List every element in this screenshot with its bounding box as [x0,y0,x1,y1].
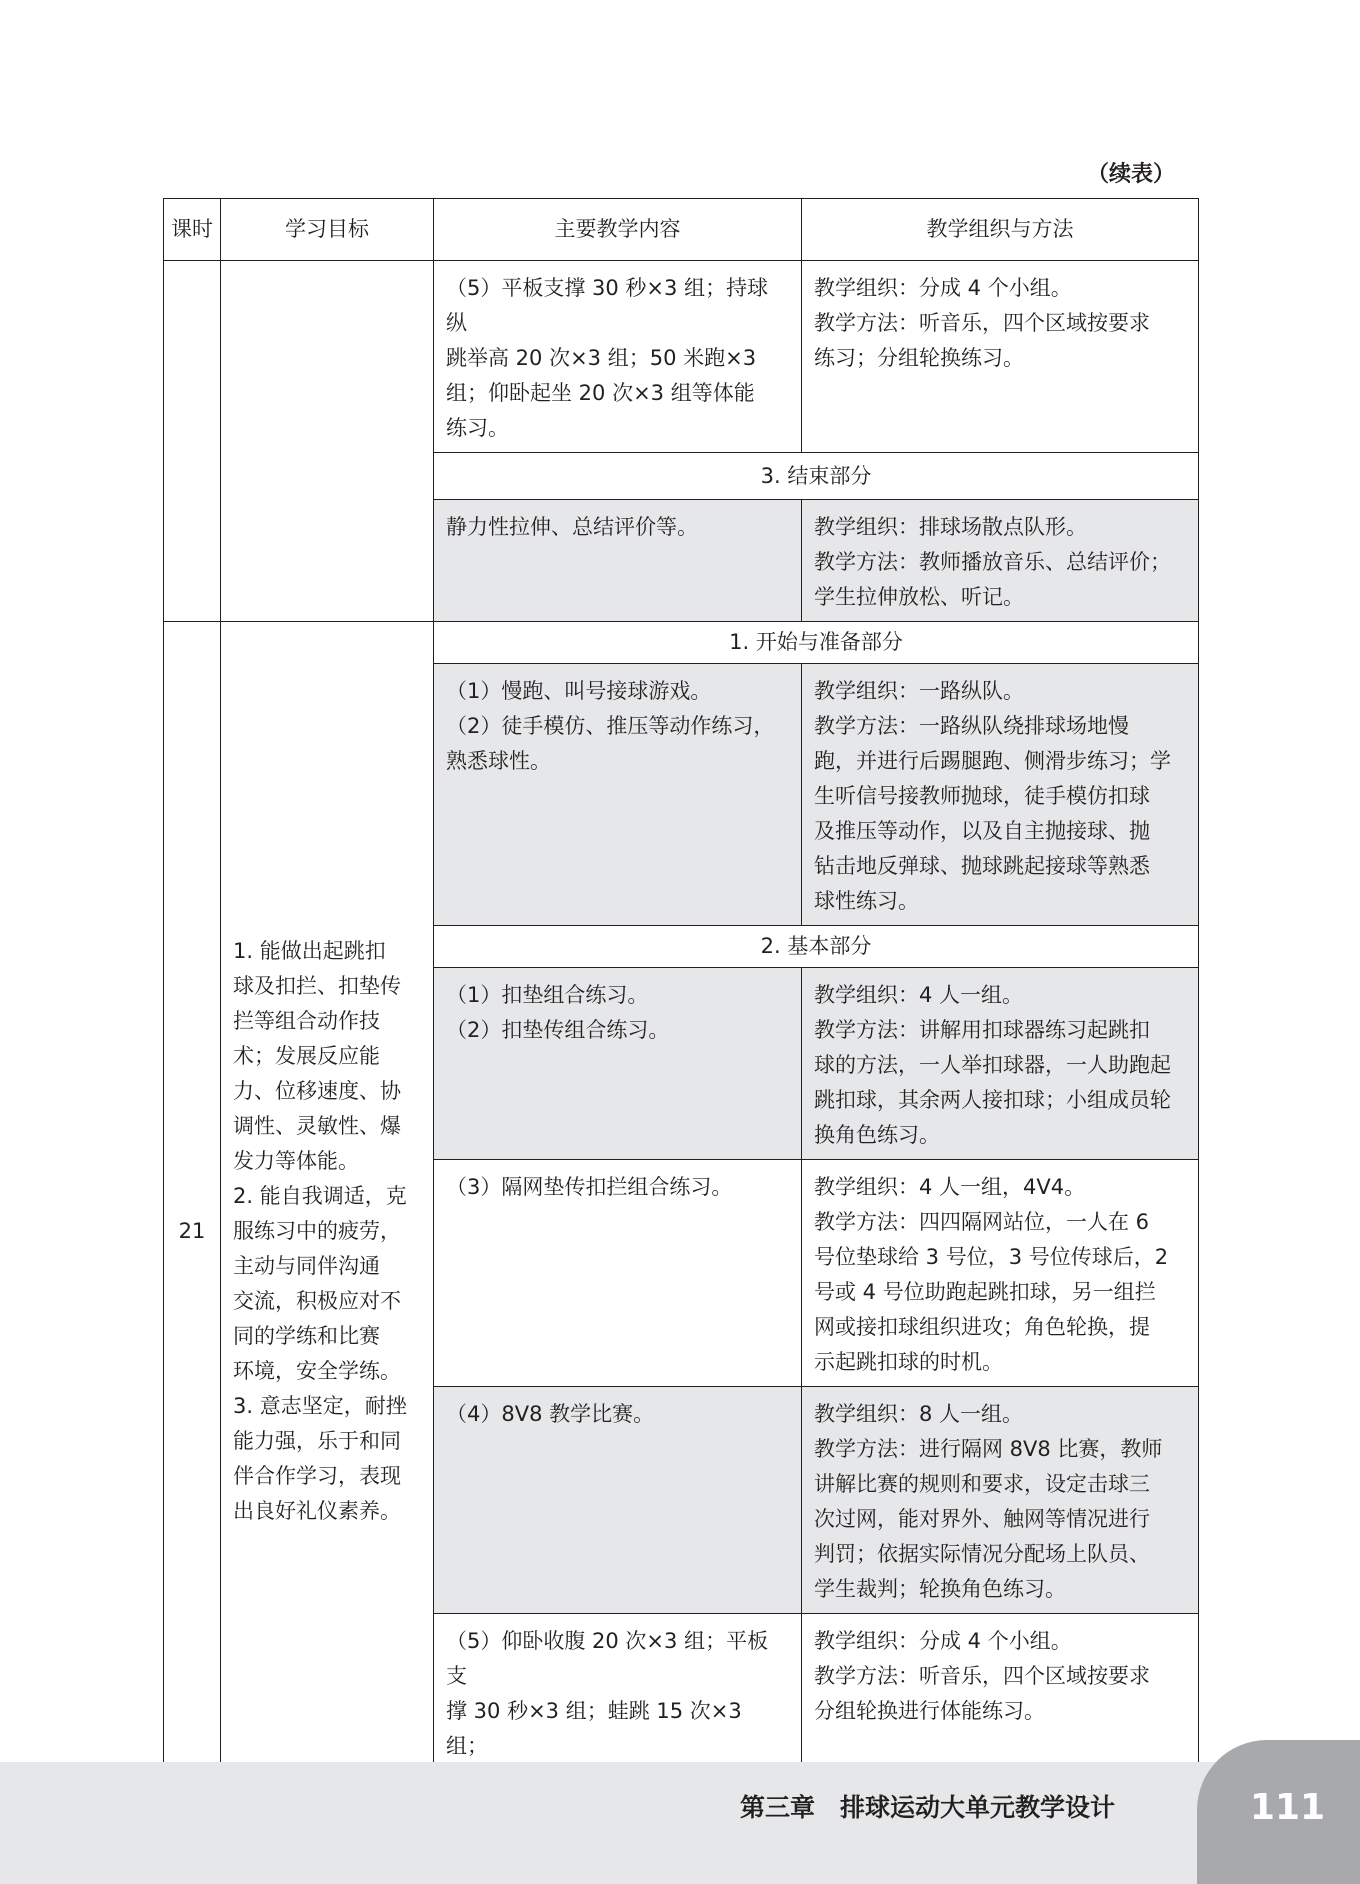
text-line: 学生裁判；轮换角色练习。 [814,1577,1066,1601]
text-line: 教学方法：进行隔网 8V8 比赛，教师 [814,1437,1163,1461]
text-line: 教学方法：教师播放音乐、总结评价； [814,550,1171,574]
content-cell [434,664,802,926]
text-line: （2）徒手模仿、推压等动作练习， [446,714,775,738]
goal-line: 1. 能做出起跳扣 [233,938,386,963]
goal-line: 发力等体能。 [233,1148,359,1173]
goal-line: 3. 意志坚定，耐挫 [233,1393,407,1418]
content-cell [434,1160,802,1387]
goals-cell-empty [221,261,434,622]
header-lesson: 课时 [164,199,221,261]
text-line: 钻击地反弹球、抛球跳起接球等熟悉 [814,854,1150,878]
text-line: 熟悉球性。 [446,749,551,773]
text-line: （1）扣垫组合练习。 [446,983,649,1007]
text-line: 跳扣球，其余两人接扣球；小组成员轮 [814,1088,1171,1112]
header-content: 主要教学内容 [434,199,802,261]
text-line: 练习。 [446,416,509,440]
goal-line: 服练习中的疲劳， [233,1218,401,1243]
text-line: 网或接扣球组织进攻；角色轮换，提 [814,1315,1150,1339]
method-cell [802,968,1199,1160]
goal-line: 拦等组合动作技 [233,1008,380,1033]
goal-line: 出良好礼仪素养。 [233,1498,401,1523]
section-heading-closing: 3. 结束部分 [434,453,1199,500]
lesson-number: 21 [164,622,221,1841]
text-line: 静力性拉伸、总结评价等。 [446,515,698,539]
method-cell [802,664,1199,926]
goals-cell [221,622,434,1841]
text-line: 分组轮换进行体能练习。 [814,1699,1045,1723]
text-line: 生听信号接教师抛球，徒手模仿扣球 [814,784,1150,808]
lesson-plan-table [163,198,1199,1841]
text-line: 教学方法：一路纵队绕排球场地慢 [814,714,1129,738]
text-line: 换角色练习。 [814,1123,940,1147]
text-line: 教学组织：分成 4 个小组。 [814,1629,1072,1653]
text-line: 教学方法：四四隔网站位，一人在 6 [814,1210,1150,1234]
text-line: 及推压等动作，以及自主抛接球、抛 [814,819,1150,843]
text-line: 球性练习。 [814,889,919,913]
method-cell [802,1387,1199,1614]
method-cell [802,500,1199,622]
goal-line: 术；发展反应能 [233,1043,380,1068]
section-heading-warmup: 1. 开始与准备部分 [434,622,1199,664]
goal-line: 主动与同伴沟通 [233,1253,380,1278]
text-line: 教学组织：4 人一组，4V4。 [814,1175,1086,1199]
goal-line: 伴合作学习，表现 [233,1463,401,1488]
goal-line: 同的学练和比赛 [233,1323,380,1348]
text-line: 教学方法：听音乐，四个区域按要求 [814,1664,1150,1688]
footer-band [0,1762,1360,1884]
goal-line: 交流，积极应对不 [233,1288,401,1313]
text-line: 教学组织：4 人一组。 [814,983,1024,1007]
table-row [164,261,1199,453]
text-line: 组；仰卧起坐 20 次×3 组等体能 [446,381,755,405]
text-line: 球的方法，一人举扣球器，一人助跑起 [814,1053,1171,1077]
goal-line: 力、位移速度、协 [233,1078,401,1103]
text-line: （1）慢跑、叫号接球游戏。 [446,679,712,703]
text-line: 撑 30 秒×3 组；蛙跳 15 次×3 组； [446,1699,742,1758]
content-cell [434,1387,802,1614]
text-line: 跑，并进行后踢腿跑、侧滑步练习；学 [814,749,1171,773]
text-line: 教学组织：排球场散点队形。 [814,515,1087,539]
text-line: 讲解比赛的规则和要求，设定击球三 [814,1472,1150,1496]
text-line: （5）平板支撑 30 秒×3 组；持球纵 [446,276,769,335]
continued-label: （续表） [1086,162,1175,187]
text-line: 跳举高 20 次×3 组；50 米跑×3 [446,346,757,370]
chapter-title: 第三章 排球运动大单元教学设计 [740,1793,1116,1822]
goal-line: 2. 能自我调适，克 [233,1183,407,1208]
content-cell [434,500,802,622]
text-line: （2）扣垫传组合练习。 [446,1018,670,1042]
header-row [164,199,1199,261]
text-line: 教学组织：8 人一组。 [814,1402,1024,1426]
content-cell [434,261,802,453]
text-line: 教学方法：讲解用扣球器练习起跳扣 [814,1018,1150,1042]
method-cell [802,1160,1199,1387]
text-line: 教学组织：分成 4 个小组。 [814,276,1072,300]
section-row [164,622,1199,664]
header-goals: 学习目标 [221,199,434,261]
section-heading-basic: 2. 基本部分 [434,926,1199,968]
method-cell [802,261,1199,453]
text-line: 教学组织：一路纵队。 [814,679,1024,703]
text-line: 次过网，能对界外、触网等情况进行 [814,1507,1150,1531]
header-method: 教学组织与方法 [802,199,1199,261]
goal-line: 能力强，乐于和同 [233,1428,401,1453]
goal-line: 环境，安全学练。 [233,1358,401,1383]
lesson-cell-empty [164,261,221,622]
text-line: 练习；分组轮换练习。 [814,346,1024,370]
content-cell [434,968,802,1160]
text-line: 示起跳扣球的时机。 [814,1350,1003,1374]
text-line: （3）隔网垫传扣拦组合练习。 [446,1175,733,1199]
text-line: （4）8V8 教学比赛。 [446,1402,655,1426]
goal-line: 球及扣拦、扣垫传 [233,973,401,998]
text-line: 判罚；依据实际情况分配场上队员、 [814,1542,1150,1566]
text-line: （5）仰卧收腹 20 次×3 组；平板支 [446,1629,769,1688]
text-line: 号位垫球给 3 号位，3 号位传球后，2 [814,1245,1169,1269]
page-number: 111 [1249,1787,1326,1828]
text-line: 学生拉伸放松、听记。 [814,585,1024,609]
goal-line: 调性、灵敏性、爆 [233,1113,401,1138]
text-line: 教学方法：听音乐，四个区域按要求 [814,311,1150,335]
text-line: 号或 4 号位助跑起跳扣球，另一组拦 [814,1280,1156,1304]
